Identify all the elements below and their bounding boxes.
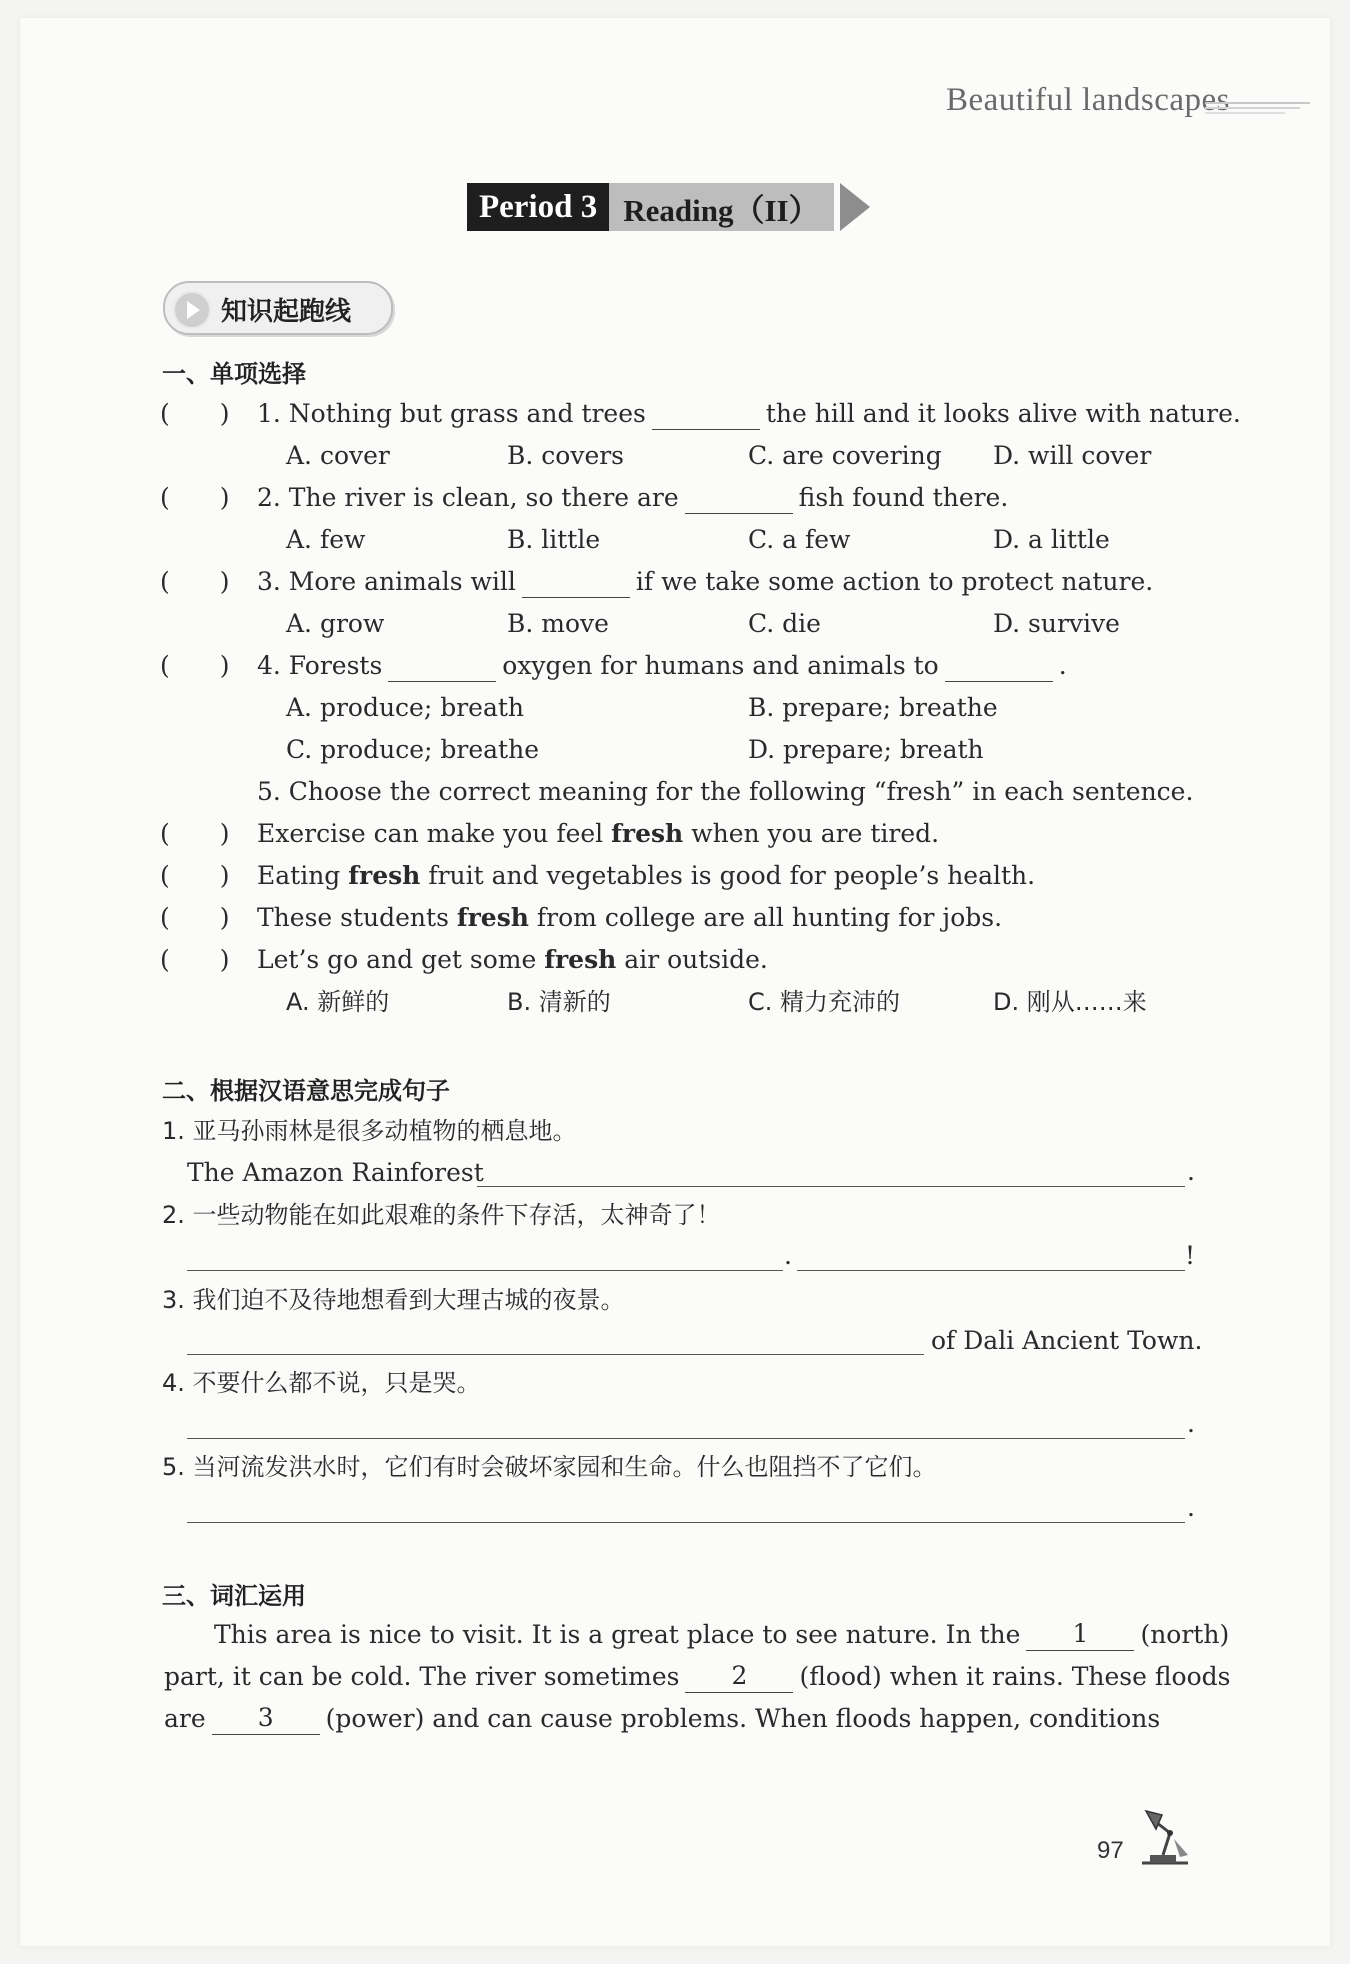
passage-hint: (north) [1140, 1620, 1230, 1649]
section1-heading: 一、单项选择 [162, 360, 306, 388]
q3-option-d: D. survive [993, 609, 1120, 638]
q1-stem [257, 398, 1241, 430]
s2-mid-punct: . [784, 1241, 792, 1270]
play-icon [173, 291, 211, 329]
section2-heading: 二、根据汉语意思完成句子 [162, 1077, 450, 1105]
q2-option-c: C. a few [748, 525, 851, 554]
passage-line-1 [214, 1618, 1229, 1651]
answer-paren[interactable]: ( ) [160, 483, 230, 512]
q5-item-keyword: fresh [544, 945, 617, 974]
s4-end-punct: . [1187, 1409, 1195, 1438]
q1-option-c: C. are covering [748, 441, 942, 470]
q2-pre: 2. The river is clean, so there are [257, 483, 679, 512]
q4-mid: oxygen for humans and animals to [502, 651, 939, 680]
passage-line-2 [164, 1660, 1230, 1693]
q2-option-a: A. few [286, 525, 366, 554]
q4-post: . [1058, 651, 1067, 680]
q1-option-d: D. will cover [993, 441, 1152, 470]
s1-chinese: 1. 亚马孙雨林是很多动植物的栖息地。 [162, 1117, 577, 1145]
answer-paren[interactable]: ( ) [160, 861, 230, 890]
s2-answer-line-1[interactable] [187, 1270, 783, 1271]
passage-text: This area is nice to visit. It is a great place to see nature. In the [214, 1620, 1021, 1649]
blank-1[interactable]: 1 [1026, 1618, 1134, 1651]
q5-option-c: C. 精力充沛的 [748, 988, 901, 1016]
q3-blank[interactable] [522, 569, 630, 598]
passage-hint: (power) and can cause problems. When floods happen, conditions [325, 1704, 1161, 1733]
q1-option-a: A. cover [286, 441, 390, 470]
q5-item-keyword: fresh [348, 861, 421, 890]
q5-item-pre: These students [257, 903, 449, 932]
q1-pre: 1. Nothing but grass and trees [257, 399, 646, 428]
q3-post: if we take some action to protect nature. [635, 567, 1154, 596]
q5-item [257, 902, 1002, 934]
q5-item-post: from college are all hunting for jobs. [536, 903, 1003, 932]
desk-lamp-icon [1136, 1805, 1196, 1867]
q5-item-post: fruit and vegetables is good for people’s health. [428, 861, 1036, 890]
s3-chinese: 3. 我们迫不及待地想看到大理古城的夜景。 [162, 1286, 625, 1314]
q5-option-d: D. 刚从……来 [993, 988, 1147, 1016]
s4-chinese: 4. 不要什么都不说，只是哭。 [162, 1369, 481, 1397]
passage-text: are [164, 1704, 206, 1733]
q2-post: fish found there. [798, 483, 1009, 512]
passage-hint: (flood) when it rains. These floods [799, 1662, 1231, 1691]
s2-answer-line-2[interactable] [797, 1270, 1185, 1271]
q5-item [257, 860, 1035, 892]
q4-blank-1[interactable] [388, 653, 496, 682]
q5-option-a: A. 新鲜的 [286, 988, 390, 1016]
q5-item [257, 944, 768, 976]
answer-paren[interactable]: ( ) [160, 651, 230, 680]
answer-paren[interactable]: ( ) [160, 399, 230, 428]
section3-heading: 三、词汇运用 [162, 1582, 306, 1610]
header-decoration-lines [1205, 100, 1315, 116]
q4-option-b: B. prepare; breathe [748, 693, 998, 722]
blank-3[interactable]: 3 [212, 1702, 320, 1735]
period-label: Period 3 [467, 183, 609, 231]
q4-stem [257, 650, 1067, 682]
answer-paren[interactable]: ( ) [160, 819, 230, 848]
reading-label: Reading（II） [609, 183, 833, 231]
q4-option-d: D. prepare; breath [748, 735, 984, 764]
s5-answer-line[interactable] [187, 1522, 1185, 1523]
banner-arrow-icon [840, 183, 870, 231]
s1-end-punct: . [1187, 1157, 1195, 1186]
answer-paren[interactable]: ( ) [160, 945, 230, 974]
section-badge [163, 281, 393, 335]
q3-option-b: B. move [507, 609, 609, 638]
q5-item-post: when you are tired. [691, 819, 940, 848]
s4-answer-line[interactable] [187, 1438, 1185, 1439]
q5-item-pre: Eating [257, 861, 341, 890]
q2-blank[interactable] [685, 485, 793, 514]
q4-option-a: A. produce; breath [286, 693, 525, 722]
q2-option-d: D. a little [993, 525, 1110, 554]
passage-line-3 [164, 1702, 1160, 1735]
q1-post: the hill and it looks alive with nature. [765, 399, 1241, 428]
s5-end-punct: . [1187, 1493, 1195, 1522]
q5-item-keyword: fresh [611, 819, 684, 848]
q5-option-b: B. 清新的 [507, 988, 611, 1016]
q1-blank[interactable] [652, 401, 760, 430]
s5-chinese: 5. 当河流发洪水时，它们有时会破坏家园和生命。什么也阻挡不了它们。 [162, 1453, 937, 1481]
blank-2[interactable]: 2 [685, 1660, 793, 1693]
s3-answer-line[interactable] [187, 1354, 924, 1355]
period-title-banner [467, 183, 870, 231]
q4-pre: 4. Forests [257, 651, 383, 680]
answer-paren[interactable]: ( ) [160, 567, 230, 596]
q3-option-a: A. grow [286, 609, 385, 638]
q3-stem [257, 566, 1153, 598]
q5-item-pre: Let’s go and get some [257, 945, 537, 974]
q5-item-pre: Exercise can make you feel [257, 819, 604, 848]
q5-item-post: air outside. [624, 945, 768, 974]
s3-suffix: of Dali Ancient Town. [931, 1326, 1203, 1355]
q4-blank-2[interactable] [945, 653, 1053, 682]
s2-chinese: 2. 一些动物能在如此艰难的条件下存活，太神奇了！ [162, 1201, 721, 1229]
q2-stem [257, 482, 1008, 514]
answer-paren[interactable]: ( ) [160, 903, 230, 932]
q1-option-b: B. covers [507, 441, 625, 470]
section-badge-label: 知识起跑线 [221, 297, 352, 327]
q3-pre: 3. More animals will [257, 567, 516, 596]
s1-answer-line[interactable] [477, 1186, 1185, 1187]
q5-item [257, 818, 939, 850]
q3-option-c: C. die [748, 609, 821, 638]
q5-item-keyword: fresh [456, 903, 529, 932]
passage-text: part, it can be cold. The river sometimes [164, 1662, 680, 1691]
running-header: Beautiful landscapes [946, 82, 1230, 118]
s2-end-punct: ! [1185, 1241, 1196, 1270]
page-number: 97 [1097, 1837, 1124, 1864]
q2-option-b: B. little [507, 525, 601, 554]
q5-intro: 5. Choose the correct meaning for the following “fresh” in each sentence. [257, 777, 1194, 806]
q4-option-c: C. produce; breathe [286, 735, 540, 764]
s1-prefix: The Amazon Rainforest [187, 1158, 484, 1187]
